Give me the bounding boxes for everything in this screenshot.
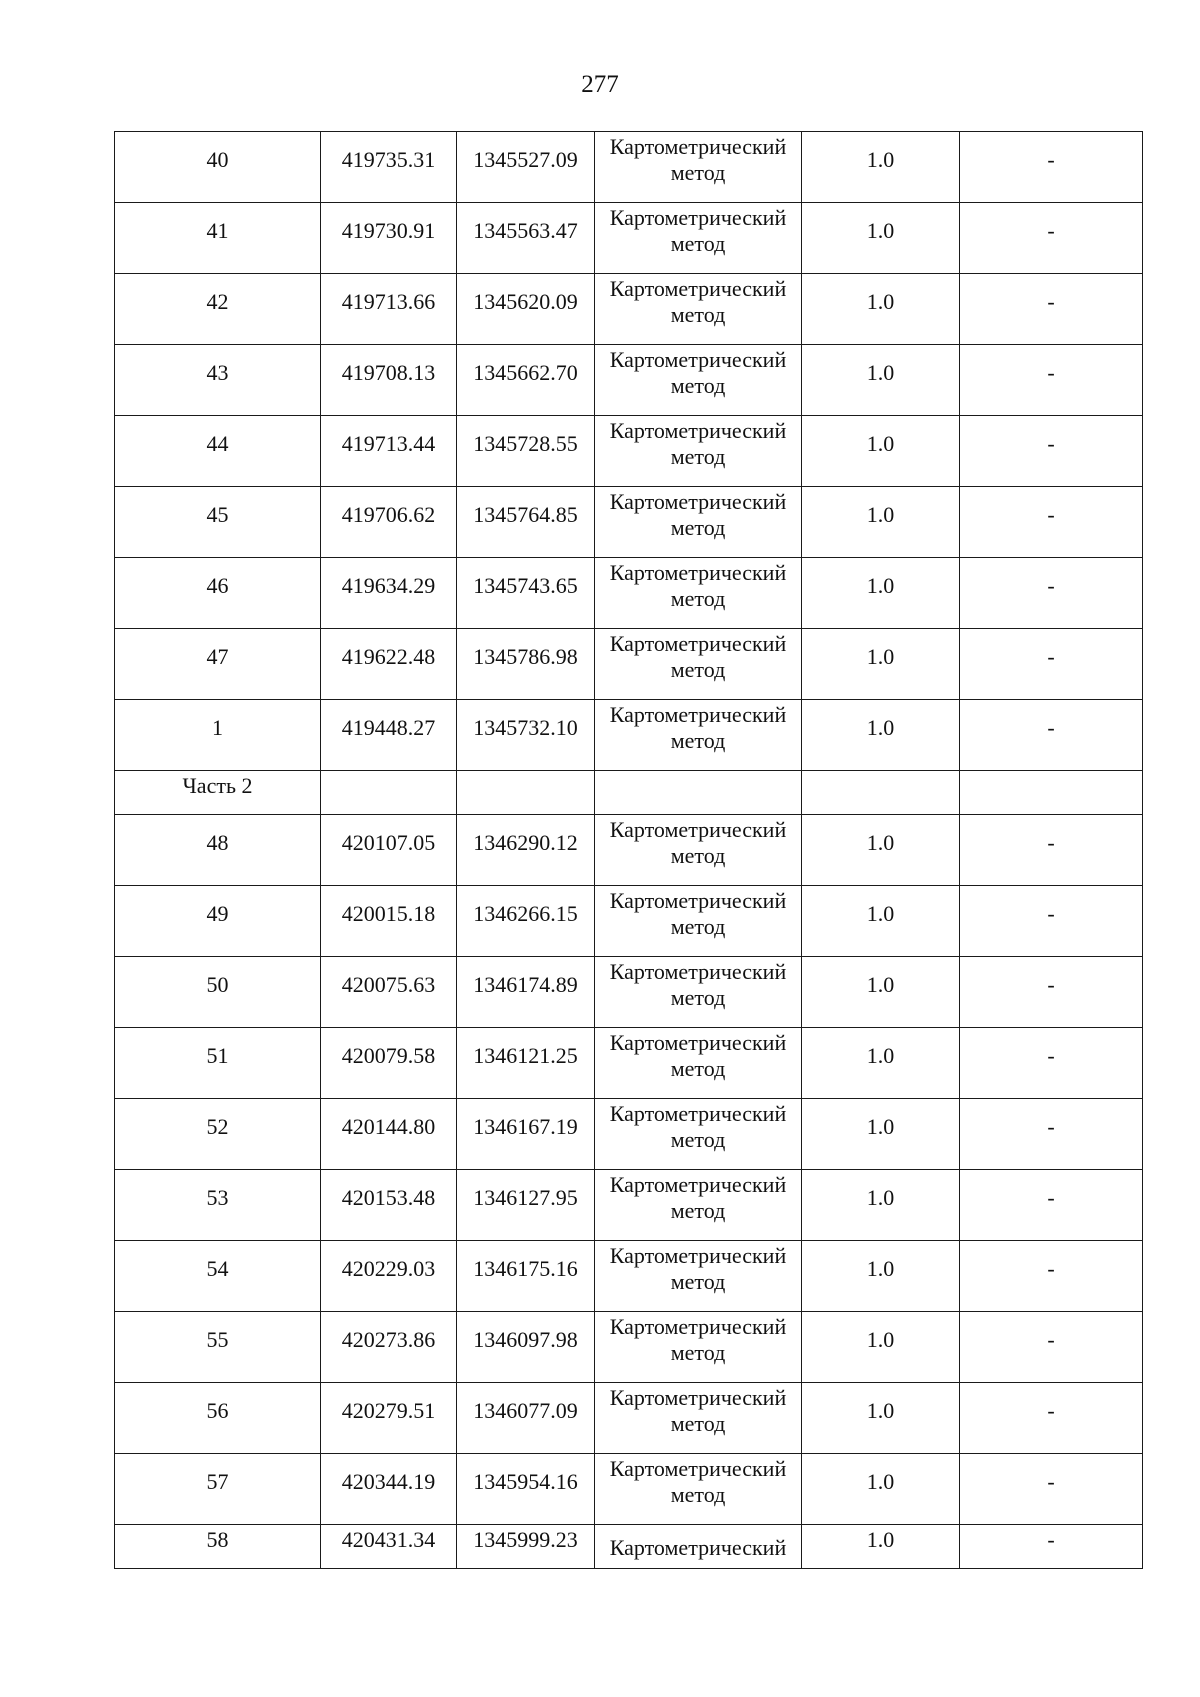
method-line-1: Картометрический bbox=[609, 1535, 787, 1560]
method-line-1: Картометрический bbox=[609, 1172, 787, 1197]
method-line-1: Картометрический bbox=[609, 205, 787, 230]
method-cell bbox=[595, 345, 802, 416]
table-row bbox=[115, 957, 1143, 1028]
x-coordinate-cell: 420144.80 bbox=[321, 1099, 457, 1170]
table-row bbox=[115, 132, 1143, 203]
note-cell: - bbox=[960, 1241, 1143, 1312]
accuracy-cell: 1.0 bbox=[802, 132, 960, 203]
table-row bbox=[115, 886, 1143, 957]
method-cell bbox=[595, 700, 802, 771]
method-cell bbox=[595, 629, 802, 700]
table-body bbox=[115, 132, 1143, 1569]
note-cell: - bbox=[960, 1028, 1143, 1099]
table-row bbox=[115, 558, 1143, 629]
method-line-2: метод bbox=[670, 160, 726, 185]
method-line-2: метод bbox=[670, 586, 726, 611]
empty-cell bbox=[960, 771, 1143, 815]
y-coordinate-cell: 1346121.25 bbox=[457, 1028, 595, 1099]
accuracy-cell: 1.0 bbox=[802, 1241, 960, 1312]
point-number-cell: 41 bbox=[115, 203, 321, 274]
method-line-1: Картометрический bbox=[609, 1101, 787, 1126]
method-cell bbox=[595, 558, 802, 629]
point-number-cell: 42 bbox=[115, 274, 321, 345]
method-line-2: метод bbox=[670, 1127, 726, 1152]
method-line-1: Картометрический bbox=[609, 1243, 787, 1268]
accuracy-cell: 1.0 bbox=[802, 1312, 960, 1383]
x-coordinate-cell: 420015.18 bbox=[321, 886, 457, 957]
table-row bbox=[115, 274, 1143, 345]
y-coordinate-cell: 1345743.65 bbox=[457, 558, 595, 629]
x-coordinate-cell: 419622.48 bbox=[321, 629, 457, 700]
accuracy-cell: 1.0 bbox=[802, 700, 960, 771]
method-line-2: метод bbox=[670, 302, 726, 327]
method-line-2: метод bbox=[670, 1056, 726, 1081]
empty-cell bbox=[595, 771, 802, 815]
accuracy-cell: 1.0 bbox=[802, 203, 960, 274]
point-number-cell: 47 bbox=[115, 629, 321, 700]
method-line-2: метод bbox=[670, 373, 726, 398]
accuracy-cell: 1.0 bbox=[802, 815, 960, 886]
note-cell: - bbox=[960, 274, 1143, 345]
method-cell bbox=[595, 416, 802, 487]
x-coordinate-cell: 419735.31 bbox=[321, 132, 457, 203]
accuracy-cell: 1.0 bbox=[802, 1099, 960, 1170]
section-header-row bbox=[115, 771, 1143, 815]
note-cell: - bbox=[960, 957, 1143, 1028]
y-coordinate-cell: 1346174.89 bbox=[457, 957, 595, 1028]
method-line-1: Картометрический bbox=[609, 1456, 787, 1481]
method-cell bbox=[595, 1312, 802, 1383]
x-coordinate-cell: 420079.58 bbox=[321, 1028, 457, 1099]
x-coordinate-cell: 419730.91 bbox=[321, 203, 457, 274]
note-cell: - bbox=[960, 1454, 1143, 1525]
section-label: Часть 2 bbox=[115, 771, 321, 815]
y-coordinate-cell: 1346097.98 bbox=[457, 1312, 595, 1383]
method-line-2: метод bbox=[670, 1198, 726, 1223]
point-number-cell: 44 bbox=[115, 416, 321, 487]
method-line-2: метод bbox=[670, 843, 726, 868]
method-cell bbox=[595, 957, 802, 1028]
y-coordinate-cell: 1345620.09 bbox=[457, 274, 595, 345]
point-number-cell: 52 bbox=[115, 1099, 321, 1170]
x-coordinate-cell: 420229.03 bbox=[321, 1241, 457, 1312]
x-coordinate-cell: 419634.29 bbox=[321, 558, 457, 629]
y-coordinate-cell: 1345764.85 bbox=[457, 487, 595, 558]
method-line-1: Картометрический bbox=[609, 347, 787, 372]
method-cell bbox=[595, 1525, 802, 1569]
accuracy-cell: 1.0 bbox=[802, 886, 960, 957]
method-cell bbox=[595, 1454, 802, 1525]
empty-cell bbox=[802, 771, 960, 815]
accuracy-cell: 1.0 bbox=[802, 345, 960, 416]
method-line-1: Картометрический bbox=[609, 888, 787, 913]
table-row bbox=[115, 1241, 1143, 1312]
point-number-cell: 50 bbox=[115, 957, 321, 1028]
method-cell bbox=[595, 274, 802, 345]
point-number-cell: 48 bbox=[115, 815, 321, 886]
x-coordinate-cell: 420273.86 bbox=[321, 1312, 457, 1383]
point-number-cell: 53 bbox=[115, 1170, 321, 1241]
method-line-2: метод bbox=[670, 985, 726, 1010]
point-number-cell: 58 bbox=[115, 1525, 321, 1569]
x-coordinate-cell: 420431.34 bbox=[321, 1525, 457, 1569]
accuracy-cell: 1.0 bbox=[802, 1383, 960, 1454]
note-cell: - bbox=[960, 1099, 1143, 1170]
method-line-2: метод bbox=[670, 728, 726, 753]
x-coordinate-cell: 420075.63 bbox=[321, 957, 457, 1028]
table-row bbox=[115, 203, 1143, 274]
method-line-1: Картометрический bbox=[609, 1385, 787, 1410]
y-coordinate-cell: 1345732.10 bbox=[457, 700, 595, 771]
coordinates-table bbox=[114, 131, 1143, 1569]
point-number-cell: 56 bbox=[115, 1383, 321, 1454]
y-coordinate-cell: 1346175.16 bbox=[457, 1241, 595, 1312]
method-line-1: Картометрический bbox=[609, 702, 787, 727]
y-coordinate-cell: 1346266.15 bbox=[457, 886, 595, 957]
x-coordinate-cell: 419713.66 bbox=[321, 274, 457, 345]
table-row bbox=[115, 815, 1143, 886]
accuracy-cell: 1.0 bbox=[802, 416, 960, 487]
note-cell: - bbox=[960, 1525, 1143, 1569]
note-cell: - bbox=[960, 700, 1143, 771]
y-coordinate-cell: 1345662.70 bbox=[457, 345, 595, 416]
method-line-2: метод bbox=[670, 444, 726, 469]
y-coordinate-cell: 1345786.98 bbox=[457, 629, 595, 700]
accuracy-cell: 1.0 bbox=[802, 957, 960, 1028]
x-coordinate-cell: 420107.05 bbox=[321, 815, 457, 886]
accuracy-cell: 1.0 bbox=[802, 487, 960, 558]
point-number-cell: 57 bbox=[115, 1454, 321, 1525]
x-coordinate-cell: 419448.27 bbox=[321, 700, 457, 771]
method-line-1: Картометрический bbox=[609, 959, 787, 984]
method-line-1: Картометрический bbox=[609, 631, 787, 656]
method-cell bbox=[595, 487, 802, 558]
y-coordinate-cell: 1346167.19 bbox=[457, 1099, 595, 1170]
y-coordinate-cell: 1345728.55 bbox=[457, 416, 595, 487]
table-row bbox=[115, 1099, 1143, 1170]
point-number-cell: 46 bbox=[115, 558, 321, 629]
empty-cell bbox=[321, 771, 457, 815]
note-cell: - bbox=[960, 487, 1143, 558]
x-coordinate-cell: 420279.51 bbox=[321, 1383, 457, 1454]
note-cell: - bbox=[960, 1383, 1143, 1454]
method-line-2: метод bbox=[670, 1340, 726, 1365]
y-coordinate-cell: 1345527.09 bbox=[457, 132, 595, 203]
note-cell: - bbox=[960, 132, 1143, 203]
accuracy-cell: 1.0 bbox=[802, 558, 960, 629]
table-row bbox=[115, 1525, 1143, 1569]
point-number-cell: 45 bbox=[115, 487, 321, 558]
point-number-cell: 43 bbox=[115, 345, 321, 416]
table-row bbox=[115, 1454, 1143, 1525]
method-line-2: метод bbox=[670, 657, 726, 682]
method-line-1: Картометрический bbox=[609, 1030, 787, 1055]
page-number: 277 bbox=[581, 71, 619, 98]
method-line-1: Картометрический bbox=[609, 1314, 787, 1339]
method-line-2: метод bbox=[670, 1482, 726, 1507]
method-line-1: Картометрический bbox=[609, 276, 787, 301]
table-row bbox=[115, 487, 1143, 558]
y-coordinate-cell: 1346290.12 bbox=[457, 815, 595, 886]
note-cell: - bbox=[960, 815, 1143, 886]
method-line-2: метод bbox=[670, 1269, 726, 1294]
method-cell bbox=[595, 132, 802, 203]
method-line-1: Картометрический bbox=[609, 418, 787, 443]
method-line-2: метод bbox=[670, 231, 726, 256]
note-cell: - bbox=[960, 1170, 1143, 1241]
point-number-cell: 55 bbox=[115, 1312, 321, 1383]
table-row bbox=[115, 345, 1143, 416]
method-cell bbox=[595, 1241, 802, 1312]
y-coordinate-cell: 1346127.95 bbox=[457, 1170, 595, 1241]
table-row bbox=[115, 629, 1143, 700]
table-row bbox=[115, 1383, 1143, 1454]
method-cell bbox=[595, 886, 802, 957]
method-cell bbox=[595, 1099, 802, 1170]
y-coordinate-cell: 1345954.16 bbox=[457, 1454, 595, 1525]
accuracy-cell: 1.0 bbox=[802, 1454, 960, 1525]
x-coordinate-cell: 419708.13 bbox=[321, 345, 457, 416]
table-row bbox=[115, 700, 1143, 771]
accuracy-cell: 1.0 bbox=[802, 274, 960, 345]
method-line-1: Картометрический bbox=[609, 134, 787, 159]
method-line-2: метод bbox=[670, 914, 726, 939]
table-row bbox=[115, 416, 1143, 487]
note-cell: - bbox=[960, 558, 1143, 629]
method-line-1: Картометрический bbox=[609, 817, 787, 842]
accuracy-cell: 1.0 bbox=[802, 1170, 960, 1241]
x-coordinate-cell: 420344.19 bbox=[321, 1454, 457, 1525]
method-cell bbox=[595, 1028, 802, 1099]
accuracy-cell: 1.0 bbox=[802, 1525, 960, 1569]
x-coordinate-cell: 419713.44 bbox=[321, 416, 457, 487]
method-cell bbox=[595, 1383, 802, 1454]
table-row bbox=[115, 1312, 1143, 1383]
note-cell: - bbox=[960, 345, 1143, 416]
note-cell: - bbox=[960, 886, 1143, 957]
table-row bbox=[115, 1028, 1143, 1099]
note-cell: - bbox=[960, 203, 1143, 274]
accuracy-cell: 1.0 bbox=[802, 1028, 960, 1099]
method-cell bbox=[595, 203, 802, 274]
x-coordinate-cell: 419706.62 bbox=[321, 487, 457, 558]
point-number-cell: 40 bbox=[115, 132, 321, 203]
accuracy-cell: 1.0 bbox=[802, 629, 960, 700]
point-number-cell: 49 bbox=[115, 886, 321, 957]
point-number-cell: 54 bbox=[115, 1241, 321, 1312]
point-number-cell: 1 bbox=[115, 700, 321, 771]
y-coordinate-cell: 1346077.09 bbox=[457, 1383, 595, 1454]
x-coordinate-cell: 420153.48 bbox=[321, 1170, 457, 1241]
empty-cell bbox=[457, 771, 595, 815]
y-coordinate-cell: 1345999.23 bbox=[457, 1525, 595, 1569]
point-number-cell: 51 bbox=[115, 1028, 321, 1099]
method-cell bbox=[595, 815, 802, 886]
note-cell: - bbox=[960, 1312, 1143, 1383]
method-cell bbox=[595, 1170, 802, 1241]
method-line-2: метод bbox=[670, 515, 726, 540]
method-line-1: Картометрический bbox=[609, 560, 787, 585]
table-row bbox=[115, 1170, 1143, 1241]
note-cell: - bbox=[960, 629, 1143, 700]
note-cell: - bbox=[960, 416, 1143, 487]
y-coordinate-cell: 1345563.47 bbox=[457, 203, 595, 274]
method-line-2: метод bbox=[670, 1411, 726, 1436]
method-line-1: Картометрический bbox=[609, 489, 787, 514]
